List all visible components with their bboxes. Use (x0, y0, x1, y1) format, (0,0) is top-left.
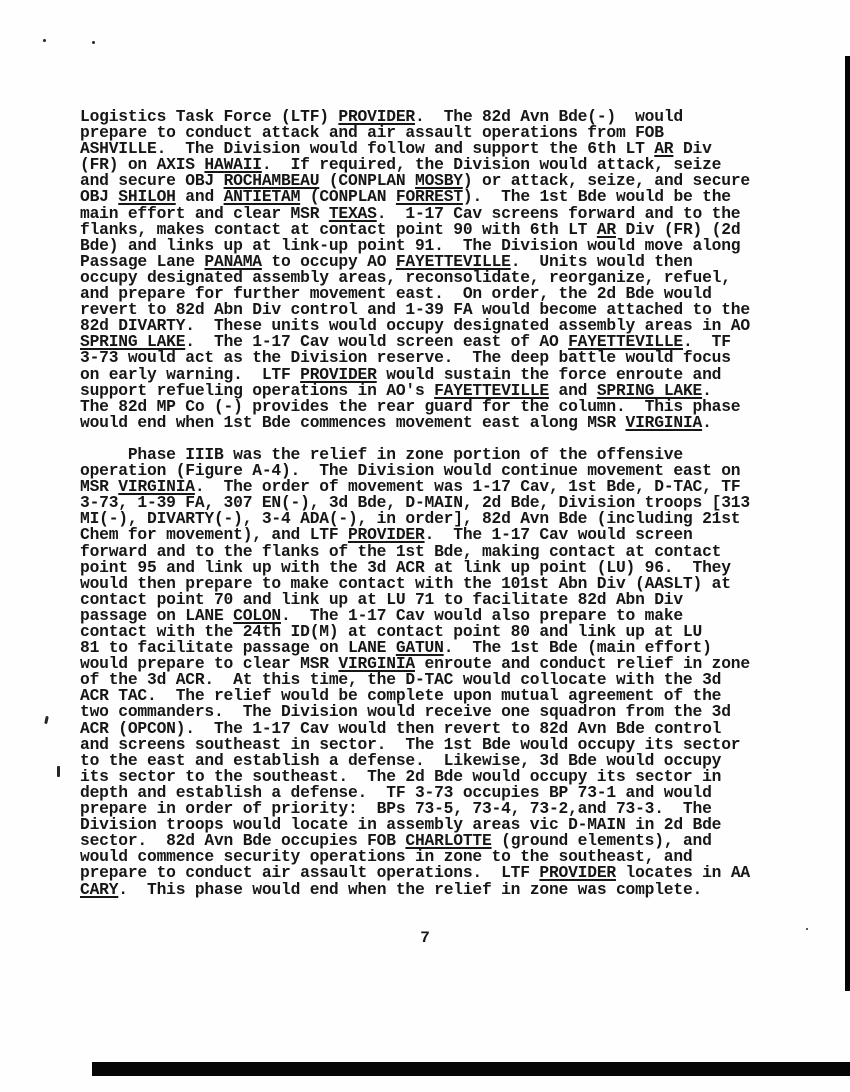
text-line: would prepare to clear MSR VIRGINIA enroute and conduct relief in zone (80, 654, 750, 674)
text-line: ACR (OPCON). The 1-17 Cav would then revert to 82d Avn Bde control (80, 718, 722, 738)
text-line: would then prepare to make contact with the 101st Abn Div (AASLT) at (80, 573, 731, 593)
text-block (80, 109, 750, 898)
text-line: contact point 70 and link up at LU 71 to facilitate 82d Abn Div (80, 589, 683, 609)
text-line: and secure OBJ ROCHAMBEAU (CONPLAN MOSBY) or attack, seize, and secure (80, 171, 750, 191)
text-line: would end when 1st Bde commences movement east along MSR VIRGINIA. (80, 412, 712, 432)
text-line: and prepare for further movement east. On order, the 2d Bde would (80, 284, 712, 304)
text-line: Bde) and links up at link-up point 91. The Division would move along (80, 235, 741, 255)
text-line: and screens southeast in sector. The 1st Bde would occupy its sector (80, 734, 741, 754)
text-line: 82d DIVARTY. These units would occupy designated assembly areas in AO (80, 316, 750, 336)
scan-speck (43, 39, 46, 42)
text-line: occupy designated assembly areas, reconsolidate, reorganize, refuel, (80, 267, 731, 287)
text-line: to the east and establish a defense. Likewise, 3d Bde would occupy (80, 750, 722, 770)
text-line: 3-73, 1-39 FA, 307 EN(-), 3d Bde, D-MAIN, 2d Bde, Division troops [313 (80, 493, 750, 513)
bottom-scan-bar (92, 1062, 850, 1076)
text-line: its sector to the southeast. The 2d Bde would occupy its sector in (80, 766, 722, 786)
text-line: sector. 82d Avn Bde occupies FOB CHARLOTTE (ground elements), and (80, 831, 712, 851)
text-line: Passage Lane PANAMA to occupy AO FAYETTEVILLE. Units would then (80, 251, 693, 271)
text-line: ACR TAC. The relief would be complete upon mutual agreement of the (80, 686, 722, 706)
scan-speck (44, 716, 49, 724)
text-line: two commanders. The Division would receive one squadron from the 3d (80, 702, 731, 722)
text-line: forward and to the flanks of the 1st Bde, making contact at contact (80, 541, 722, 561)
text-line: MI(-), DIVARTY(-), 3-4 ADA(-), in order], 82d Avn Bde (including 21st (80, 509, 741, 529)
text-line: contact with the 24th ID(M) at contact point 80 and link up at LU (80, 622, 703, 641)
page-number: 7 (420, 929, 430, 947)
text-line: prepare to conduct air assault operations. LTF PROVIDER locates in AA (80, 863, 750, 883)
text-line: prepare in order of priority: BPs 73-5, 73-4, 73-2,and 73-3. The (80, 799, 712, 819)
text-line: would commence security operations in zone to the southeast, and (80, 847, 693, 867)
text-line: (FR) on AXIS HAWAII. If required, the Division would attack, seize (80, 155, 722, 175)
text-line: Division troops would locate in assembly areas vic D-MAIN in 2d Bde (80, 815, 722, 835)
text-line: operation (Figure A-4). The Division would continue movement east on (80, 461, 741, 481)
text-line: revert to 82d Abn Div control and 1-39 FA would become attached to the (80, 300, 750, 320)
text-line: MSR VIRGINIA. The order of movement was 1-17 Cav, 1st Bde, D-TAC, TF (80, 477, 741, 497)
text-line: CARY. This phase would end when the relief in zone was complete. (80, 879, 703, 899)
text-line: depth and establish a defense. TF 3-73 occupies BP 73-1 and would (80, 782, 712, 802)
text-line: SPRING LAKE. The 1-17 Cav would screen east of AO FAYETTEVILLE. TF (80, 332, 731, 352)
text-line: ASHVILLE. The Division would follow and support the 6th LT AR Div (80, 139, 712, 159)
text-line: The 82d MP Co (-) provides the rear guard for the column. This phase (80, 396, 741, 416)
text-line: 3-73 would act as the Division reserve. The deep battle would focus (80, 348, 731, 368)
right-edge-scan-bar (845, 56, 850, 991)
text-line: prepare to conduct attack and air assault operations from FOB (80, 123, 664, 143)
scan-speck (57, 766, 60, 777)
text-line: passage on LANE COLON. The 1-17 Cav would also prepare to make (80, 605, 683, 625)
text-line: point 95 and link up with the 3d ACR at link up point (LU) 96. They (80, 557, 731, 577)
text-line: support refueling operations in AO's FAYETTEVILLE and SPRING LAKE. (80, 380, 712, 400)
text-line: Chem for movement), and LTF PROVIDER. The 1-17 Cav would screen (80, 525, 693, 545)
text-line: Logistics Task Force (LTF) PROVIDER. The 82d Avn Bde(-) would (80, 107, 683, 126)
scan-speck (92, 41, 95, 44)
text-line: main effort and clear MSR TEXAS. 1-17 Cav screens forward and to the (80, 203, 741, 223)
text-line: Phase IIIB was the relief in zone portion of the offensive (80, 444, 683, 464)
text-line: 81 to facilitate passage on LANE GATUN. The 1st Bde (main effort) (80, 638, 712, 658)
text-line: on early warning. LTF PROVIDER would sustain the force enroute and (80, 364, 722, 384)
text-line: OBJ SHILOH and ANTIETAM (CONPLAN FORREST). The 1st Bde would be the (80, 187, 731, 207)
text-line: of the 3d ACR. At this time, the D-TAC would collocate with the 3d (80, 670, 722, 690)
text-line: flanks, makes contact at contact point 90 with 6th LT AR Div (FR) (2d (80, 219, 741, 239)
